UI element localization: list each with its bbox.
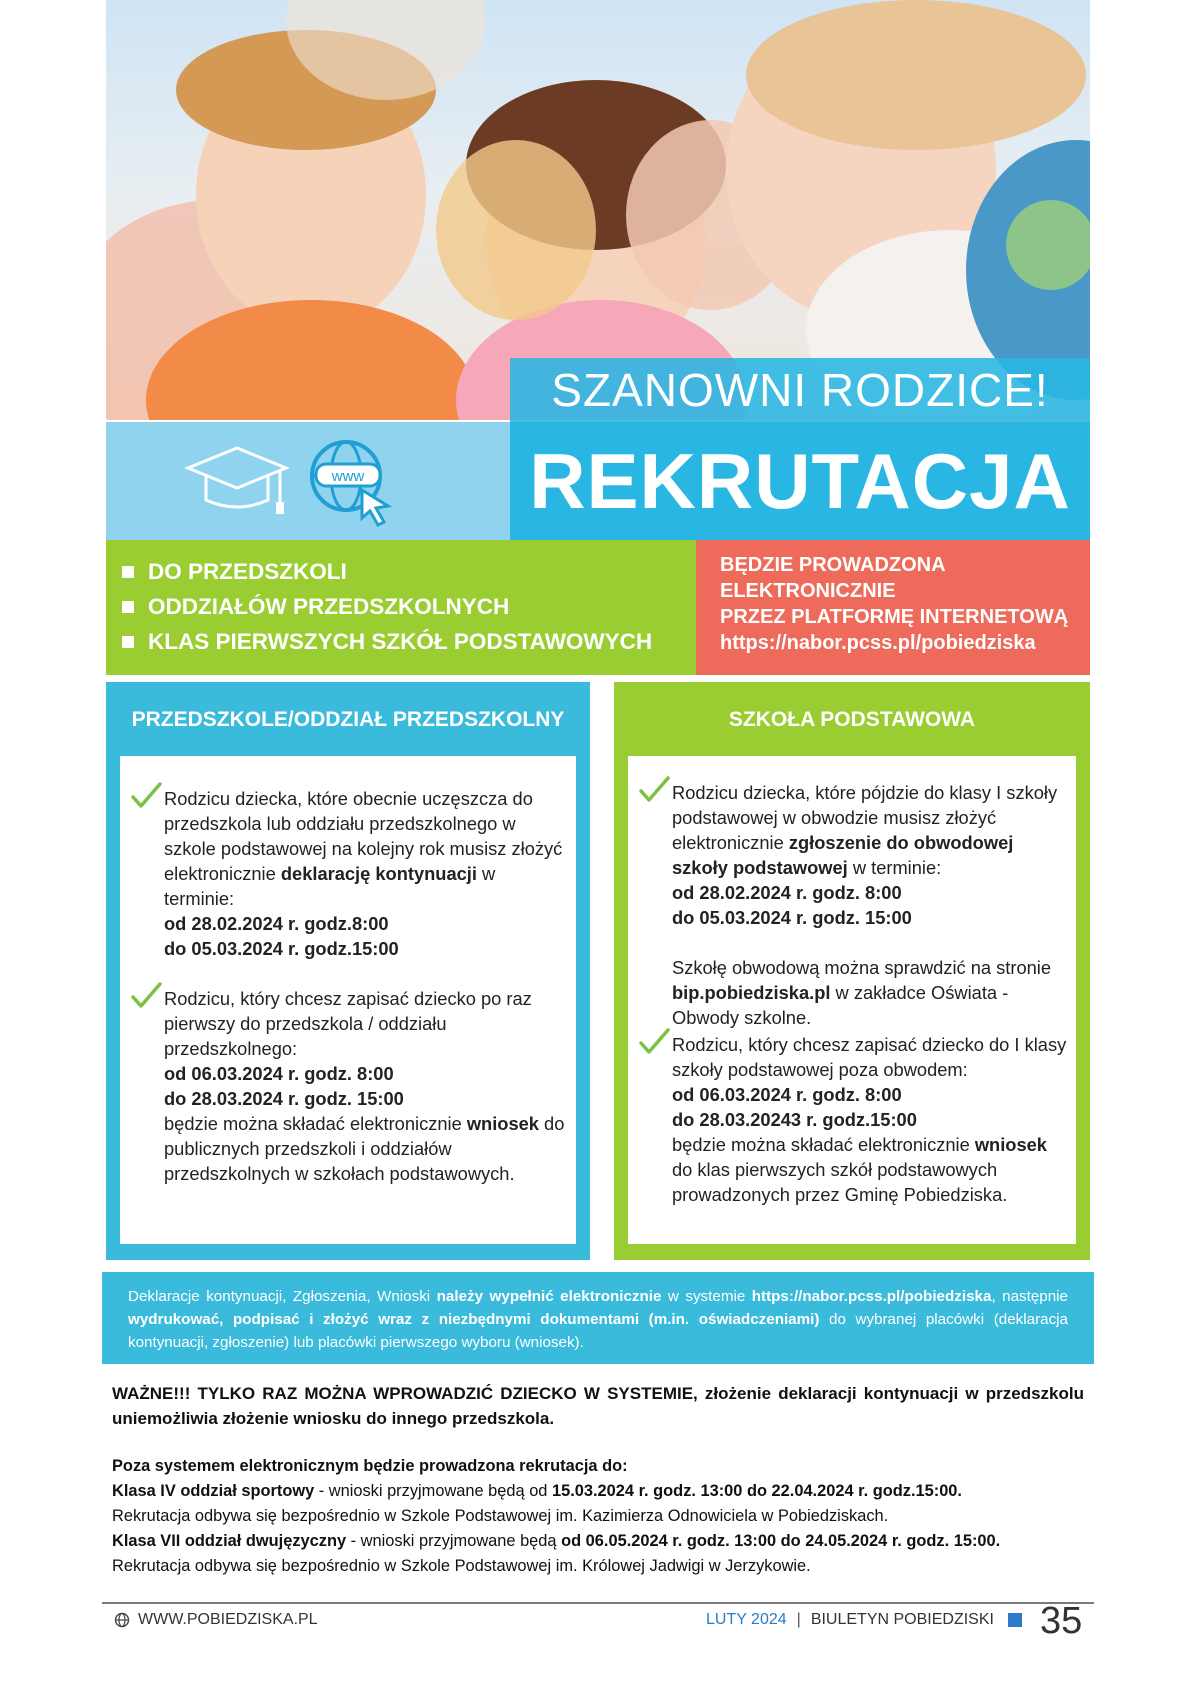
square-marker-icon [1008, 1613, 1022, 1627]
school-content [628, 756, 1076, 1244]
submission-info: Deklaracje kontynuacji, Zgłoszenia, Wnioski należy wypełnić elektronicznie w systemie https://nabor.pcss.pl/pobiedziska, następnie wydrukować, podpisać i złożyć wraz z niezbędnymi dokumentami (m.in. oświadczeniami) do wybranej placówki (deklaracja kontynuacji, zgłoszenie) lub placówki pierwszego wyboru (wniosek). [102, 1272, 1094, 1364]
class-iv-line: Klasa IV oddział sportowy - wnioski przyjmowane będą od 15.03.2024 r. godz. 13:00 do 22.04.2024 r. godz.15:00. [112, 1482, 962, 1500]
targets-list [106, 540, 696, 675]
platform-line: BĘDZIE PROWADZONA [720, 554, 946, 576]
platform-line: PRZEZ PLATFORMĘ INTERNETOWĄ [720, 606, 1069, 628]
checkmark-icon [130, 982, 162, 1010]
globe-www-cursor-icon [306, 436, 400, 530]
platform-url[interactable]: https://nabor.pcss.pl/pobiedziska [720, 632, 1036, 654]
school-outside-district-paragraph: Rodzicu, który chcesz zapisać dziecko do I klasy szkoły podstawowej poza obwodem: od 06.03.2024 r. godz. 8:00 do 28.03.20243 r. godz.15:00 będzie można składać elektronicznie wniosek do klas pierwszych szkół podstawowych prowadzonych przez Gminę Pobiedziska. [672, 1032, 1068, 1207]
class-vii-line: Klasa VII oddział dwujęzyczny - wnioski przyjmowane będą od 06.05.2024 r. godz. 13:00 do 24.05.2024 r. godz. 15:00. [112, 1532, 1001, 1550]
checkmark-icon [638, 1028, 670, 1056]
class-iv-note: Rekrutacja odbywa się bezpośrednio w Szkole Podstawowej im. Kazimierza Odnowiciela w Pobiedziskach. [112, 1507, 889, 1525]
preschool-panel [106, 682, 590, 1260]
icons-banner [106, 422, 510, 540]
page-title: REKRUTACJA [529, 436, 1071, 525]
school-district-paragraph: Rodzicu dziecka, które pójdzie do klasy I szkoły podstawowej w obwodzie musisz złożyć elektronicznie zgłoszenie do obwodowej szkoły podstawowej w terminie: od 28.02.2024 r. godz. 8:00 do 05.03.2024 r. godz. 15:00 [672, 780, 1068, 930]
school-check-district-paragraph: Szkołę obwodową można sprawdzić na stronie bip.pobiedziska.pl w zakładce Oświata - Obwody szkolne. [672, 957, 1052, 1028]
platform-line: ELEKTRONICZNIE [720, 580, 896, 602]
square-bullet-icon [122, 601, 134, 613]
title-banner [510, 422, 1090, 540]
school-panel [614, 682, 1090, 1260]
page-number: 35 [1040, 1600, 1083, 1642]
greeting-banner [510, 358, 1090, 422]
publication-name: BIULETYN POBIEDZISKI [810, 1611, 994, 1628]
outside-heading: Poza systemem elektronicznym będzie prowadzona rekrutacja do: [112, 1457, 628, 1475]
preschool-new-application-paragraph: Rodzicu, który chcesz zapisać dziecko po raz pierwszy do przedszkola / oddziału przedszkolnego: od 06.03.2024 r. godz. 8:00 do 28.03.2024 r. godz. 15:00 będzie można składać elektronicznie wniosek do publicznych przedszkoli i oddziałów przedszkolnych w szkołach podstawowych. [164, 986, 566, 1186]
checkmark-icon [638, 776, 670, 804]
footer-divider [102, 1602, 1094, 1604]
square-bullet-icon [122, 566, 134, 578]
target-item: ODDZIAŁÓW PRZEDSZKOLNYCH [122, 589, 696, 624]
preschool-heading: PRZEDSZKOLE/ODDZIAŁ PRZEDSZKOLNY [131, 708, 565, 731]
graduation-cap-icon [184, 444, 290, 518]
issue-date: LUTY 2024 [706, 1611, 787, 1628]
footer-issue [706, 1611, 1022, 1629]
footer-website [114, 1611, 318, 1629]
class-vii-note: Rekrutacja odbywa się bezpośrednio w Szkole Podstawowej im. Królowej Jadwigi w Jerzykowie. [112, 1557, 811, 1575]
footer-separator: | [796, 1611, 801, 1628]
greeting-text: SZANOWNI RODZICE! [551, 364, 1049, 416]
checkmark-icon [130, 782, 162, 810]
important-notice: WAŻNE!!! TYLKO RAZ MOŻNA WPROWADZIĆ DZIECKO W SYSTEMIE, złożenie deklaracji kontynuacji w przedszkolu uniemożliwia złożenie wniosku do innego przedszkola. [112, 1384, 1084, 1428]
square-bullet-icon [122, 636, 134, 648]
www-label: www [331, 468, 365, 485]
preschool-continuation-paragraph: Rodzicu dziecka, które obecnie uczęszcza do przedszkola lub oddziału przedszkolnego w szkole podstawowej na kolejny rok musisz złożyć elektronicznie deklarację kontynuacji w terminie: od 28.02.2024 r. godz.8:00 do 05.03.2024 r. godz.15:00 [164, 786, 566, 961]
school-heading: SZKOŁA PODSTAWOWA [728, 708, 976, 731]
outside-system-recruitment [112, 1454, 1092, 1579]
preschool-content [120, 756, 576, 1244]
platform-info [696, 540, 1090, 675]
target-item: KLAS PIERWSZYCH SZKÓŁ PODSTAWOWYCH [122, 624, 696, 659]
globe-icon [114, 1612, 130, 1628]
target-item: DO PRZEDSZKOLI [122, 554, 696, 589]
hero-photo [106, 0, 1090, 420]
website-link[interactable]: WWW.POBIEDZISKA.PL [138, 1611, 318, 1628]
